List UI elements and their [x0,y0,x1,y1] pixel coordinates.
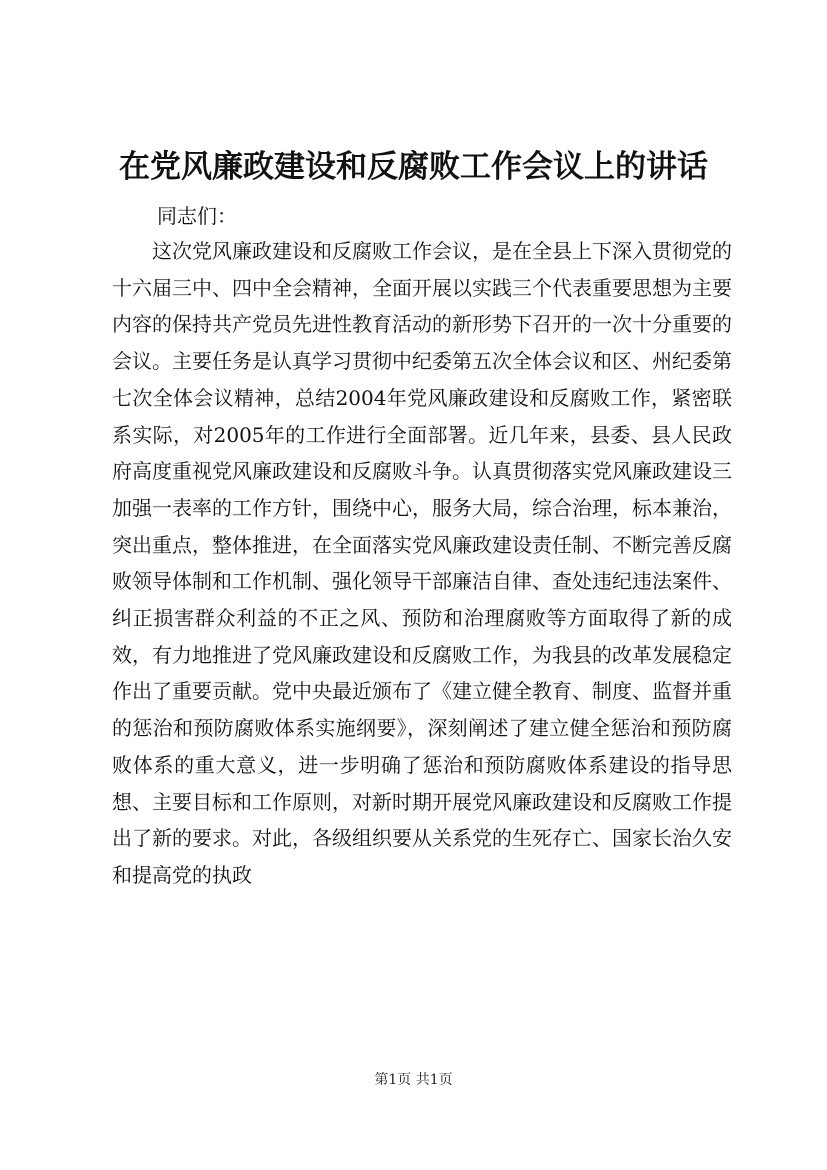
salutation: 同志们： [157,204,237,228]
body-paragraph: 这次党风廉政建设和反腐败工作会议，是在全县上下深入贯彻党的十六届三中、四中全会精神，全面开展以实践三个代表重要思想为主要内容的保持共产党员先进性教育活动的新形势下召开的一次十分重要的会议。主要任务是认真学习贯彻中纪委第五次全体会议和区、州纪委第七次全体会议精神，总结2004年党风廉政建设和反腐败工作，紧密联系实际，对2005年的工作进行全面部署。近几年来，县委、县人民政府高度重视党风廉政建设和反腐败斗争。认真贯彻落实党风廉政建设三加强一表率的工作方针，围绕中心，服务大局，综合治理，标本兼治，突出重点，整体推进，在全面落实党风廉政建设责任制、不断完善反腐败领导体制和工作机制、强化领导干部廉洁自律、查处违纪违法案件、纠正损害群众利益的不正之风、预防和治理腐败等方面取得了新的成效，有力地推进了党风廉政建设和反腐败工作，为我县的改革发展稳定作出了重要贡献。党中央最近颁布了《建立健全教育、制度、监督并重的惩治和预防腐败体系实施纲要》，深刻阐述了建立健全惩治和预防腐败体系的重大意义，进一步明确了惩治和预防腐败体系建设的指导思想、主要目标和工作原则，对新时期开展党风廉政建设和反腐败工作提出了新的要求。对此，各级组织要从关系党的生死存亡、国家长治久安和提高党的执政 [112,239,732,887]
page-footer: 第1页 共1页 [374,1072,453,1088]
document-title: 在党风廉政建设和反腐败工作会议上的讲话 [119,149,708,185]
